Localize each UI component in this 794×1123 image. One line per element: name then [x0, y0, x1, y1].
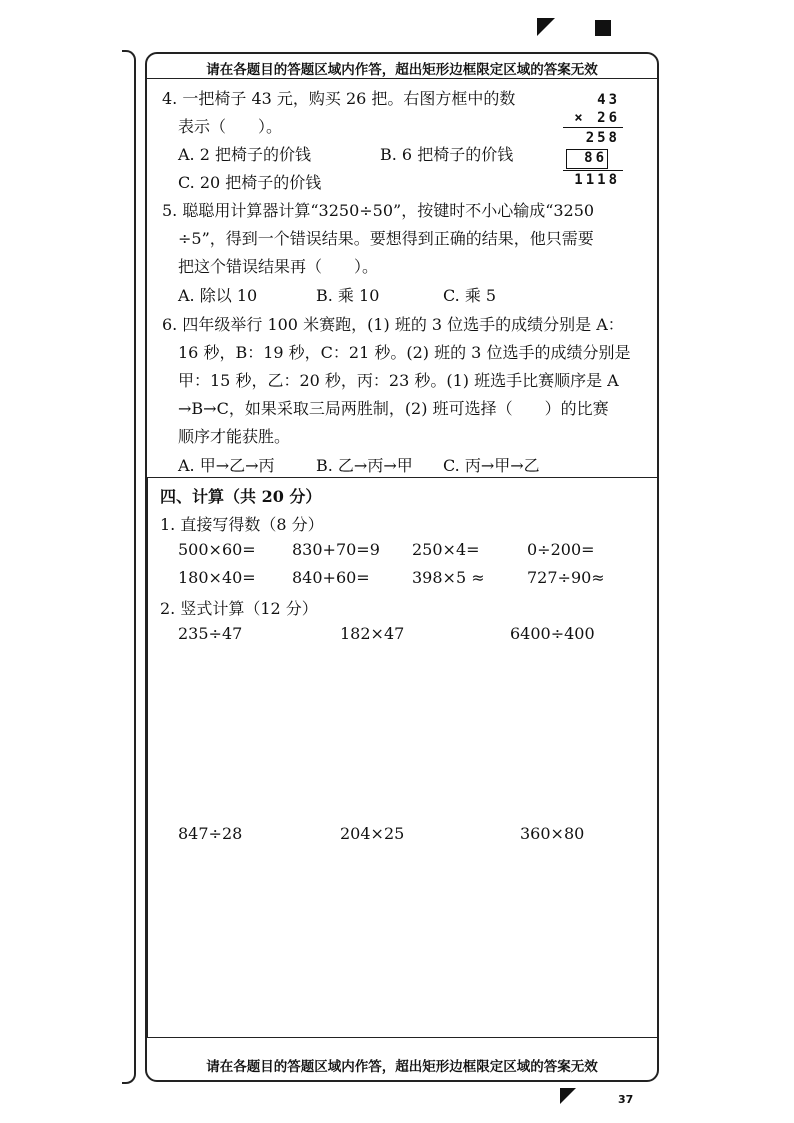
q4-option-c: C. 20 把椅子的价钱: [178, 173, 322, 192]
mult-row2: × 26: [574, 110, 620, 126]
q6-option-a: A. 甲→乙→丙: [178, 456, 275, 475]
q4-option-a: A. 2 把椅子的价钱: [178, 145, 311, 164]
q4-option-b: B. 6 把椅子的价钱: [380, 145, 514, 164]
q6-line4: →B→C，如果采取三局两胜制，(2) 班可选择（ ）的比赛: [178, 399, 609, 418]
q5-option-a: A. 除以 10: [178, 286, 258, 305]
oral-calc-item: 250×4=: [412, 540, 480, 559]
vertical-calc-item: 360×80: [520, 824, 585, 843]
q4-line2: 表示（ ）。: [178, 117, 283, 136]
mult-rule-2: [563, 170, 623, 171]
bottom-triangle-mark: [560, 1088, 576, 1104]
oral-calc-item: 398×5 ≈: [412, 568, 485, 587]
corner-triangle-mark: [537, 18, 555, 36]
section4-part1-title: 1. 直接写得数（8 分）: [160, 515, 324, 534]
oral-calc-item: 840+60=: [292, 568, 370, 587]
q6-line2: 16 秒，B：19 秒，C：21 秒。(2) 班的 3 位选手的成绩分别是: [178, 343, 631, 362]
top-banner: 请在各题目的答题区域内作答，超出矩形边框限定区域的答案无效: [206, 62, 598, 78]
section4-title: 四、计算（共 20 分）: [160, 487, 322, 506]
banner-divider-top: [147, 78, 657, 79]
vertical-calc-item: 204×25: [340, 824, 405, 843]
vertical-calc-item: 6400÷400: [510, 624, 595, 643]
oral-calc-item: 0÷200=: [527, 540, 595, 559]
corner-square-mark: [595, 20, 611, 36]
q6-line5: 顺序才能获胜。: [178, 427, 291, 446]
vertical-calc-item: 182×47: [340, 624, 405, 643]
mult-row4: 86: [584, 150, 607, 166]
q5-line1: 5. 聪聪用计算器计算“3250÷50”，按键时不小心输成“3250: [162, 201, 595, 220]
q5-line2: ÷5”，得到一个错误结果。要想得到正确的结果，他只需要: [178, 229, 594, 248]
mult-row5: 1118: [574, 172, 620, 188]
q6-line3: 甲：15 秒，乙：20 秒，丙：23 秒。(1) 班选手比赛顺序是 A: [178, 371, 619, 390]
vertical-calc-item: 235÷47: [178, 624, 243, 643]
vertical-calc-item: 847÷28: [178, 824, 243, 843]
section-left-rule: [147, 478, 148, 1038]
q6-option-b: B. 乙→丙→甲: [316, 456, 413, 475]
oral-calc-item: 180×40=: [178, 568, 256, 587]
q6-line1: 6. 四年级举行 100 米赛跑，(1) 班的 3 位选手的成绩分别是 A：: [162, 315, 624, 334]
oral-calc-item: 500×60=: [178, 540, 256, 559]
mult-row1: 43: [597, 92, 620, 108]
oral-calc-item: 727÷90≈: [527, 568, 605, 587]
page-number: 37: [618, 1093, 634, 1106]
mult-rule-1: [563, 127, 623, 128]
q5-option-b: B. 乘 10: [316, 286, 380, 305]
q5-option-c: C. 乘 5: [443, 286, 497, 305]
section4-part2-title: 2. 竖式计算（12 分）: [160, 599, 318, 618]
banner-divider-bottom: [147, 1037, 657, 1038]
section-divider: [147, 477, 657, 478]
bottom-banner: 请在各题目的答题区域内作答，超出矩形边框限定区域的答案无效: [206, 1059, 598, 1075]
q6-option-c: C. 丙→甲→乙: [443, 456, 540, 475]
oral-calc-item: 830+70=9: [292, 540, 380, 559]
binding-line: [122, 50, 136, 1084]
q5-line3: 把这个错误结果再（ ）。: [178, 257, 379, 276]
mult-row3: 258: [585, 130, 620, 146]
q4-line1: 4. 一把椅子 43 元，购买 26 把。右图方框中的数: [162, 89, 516, 108]
